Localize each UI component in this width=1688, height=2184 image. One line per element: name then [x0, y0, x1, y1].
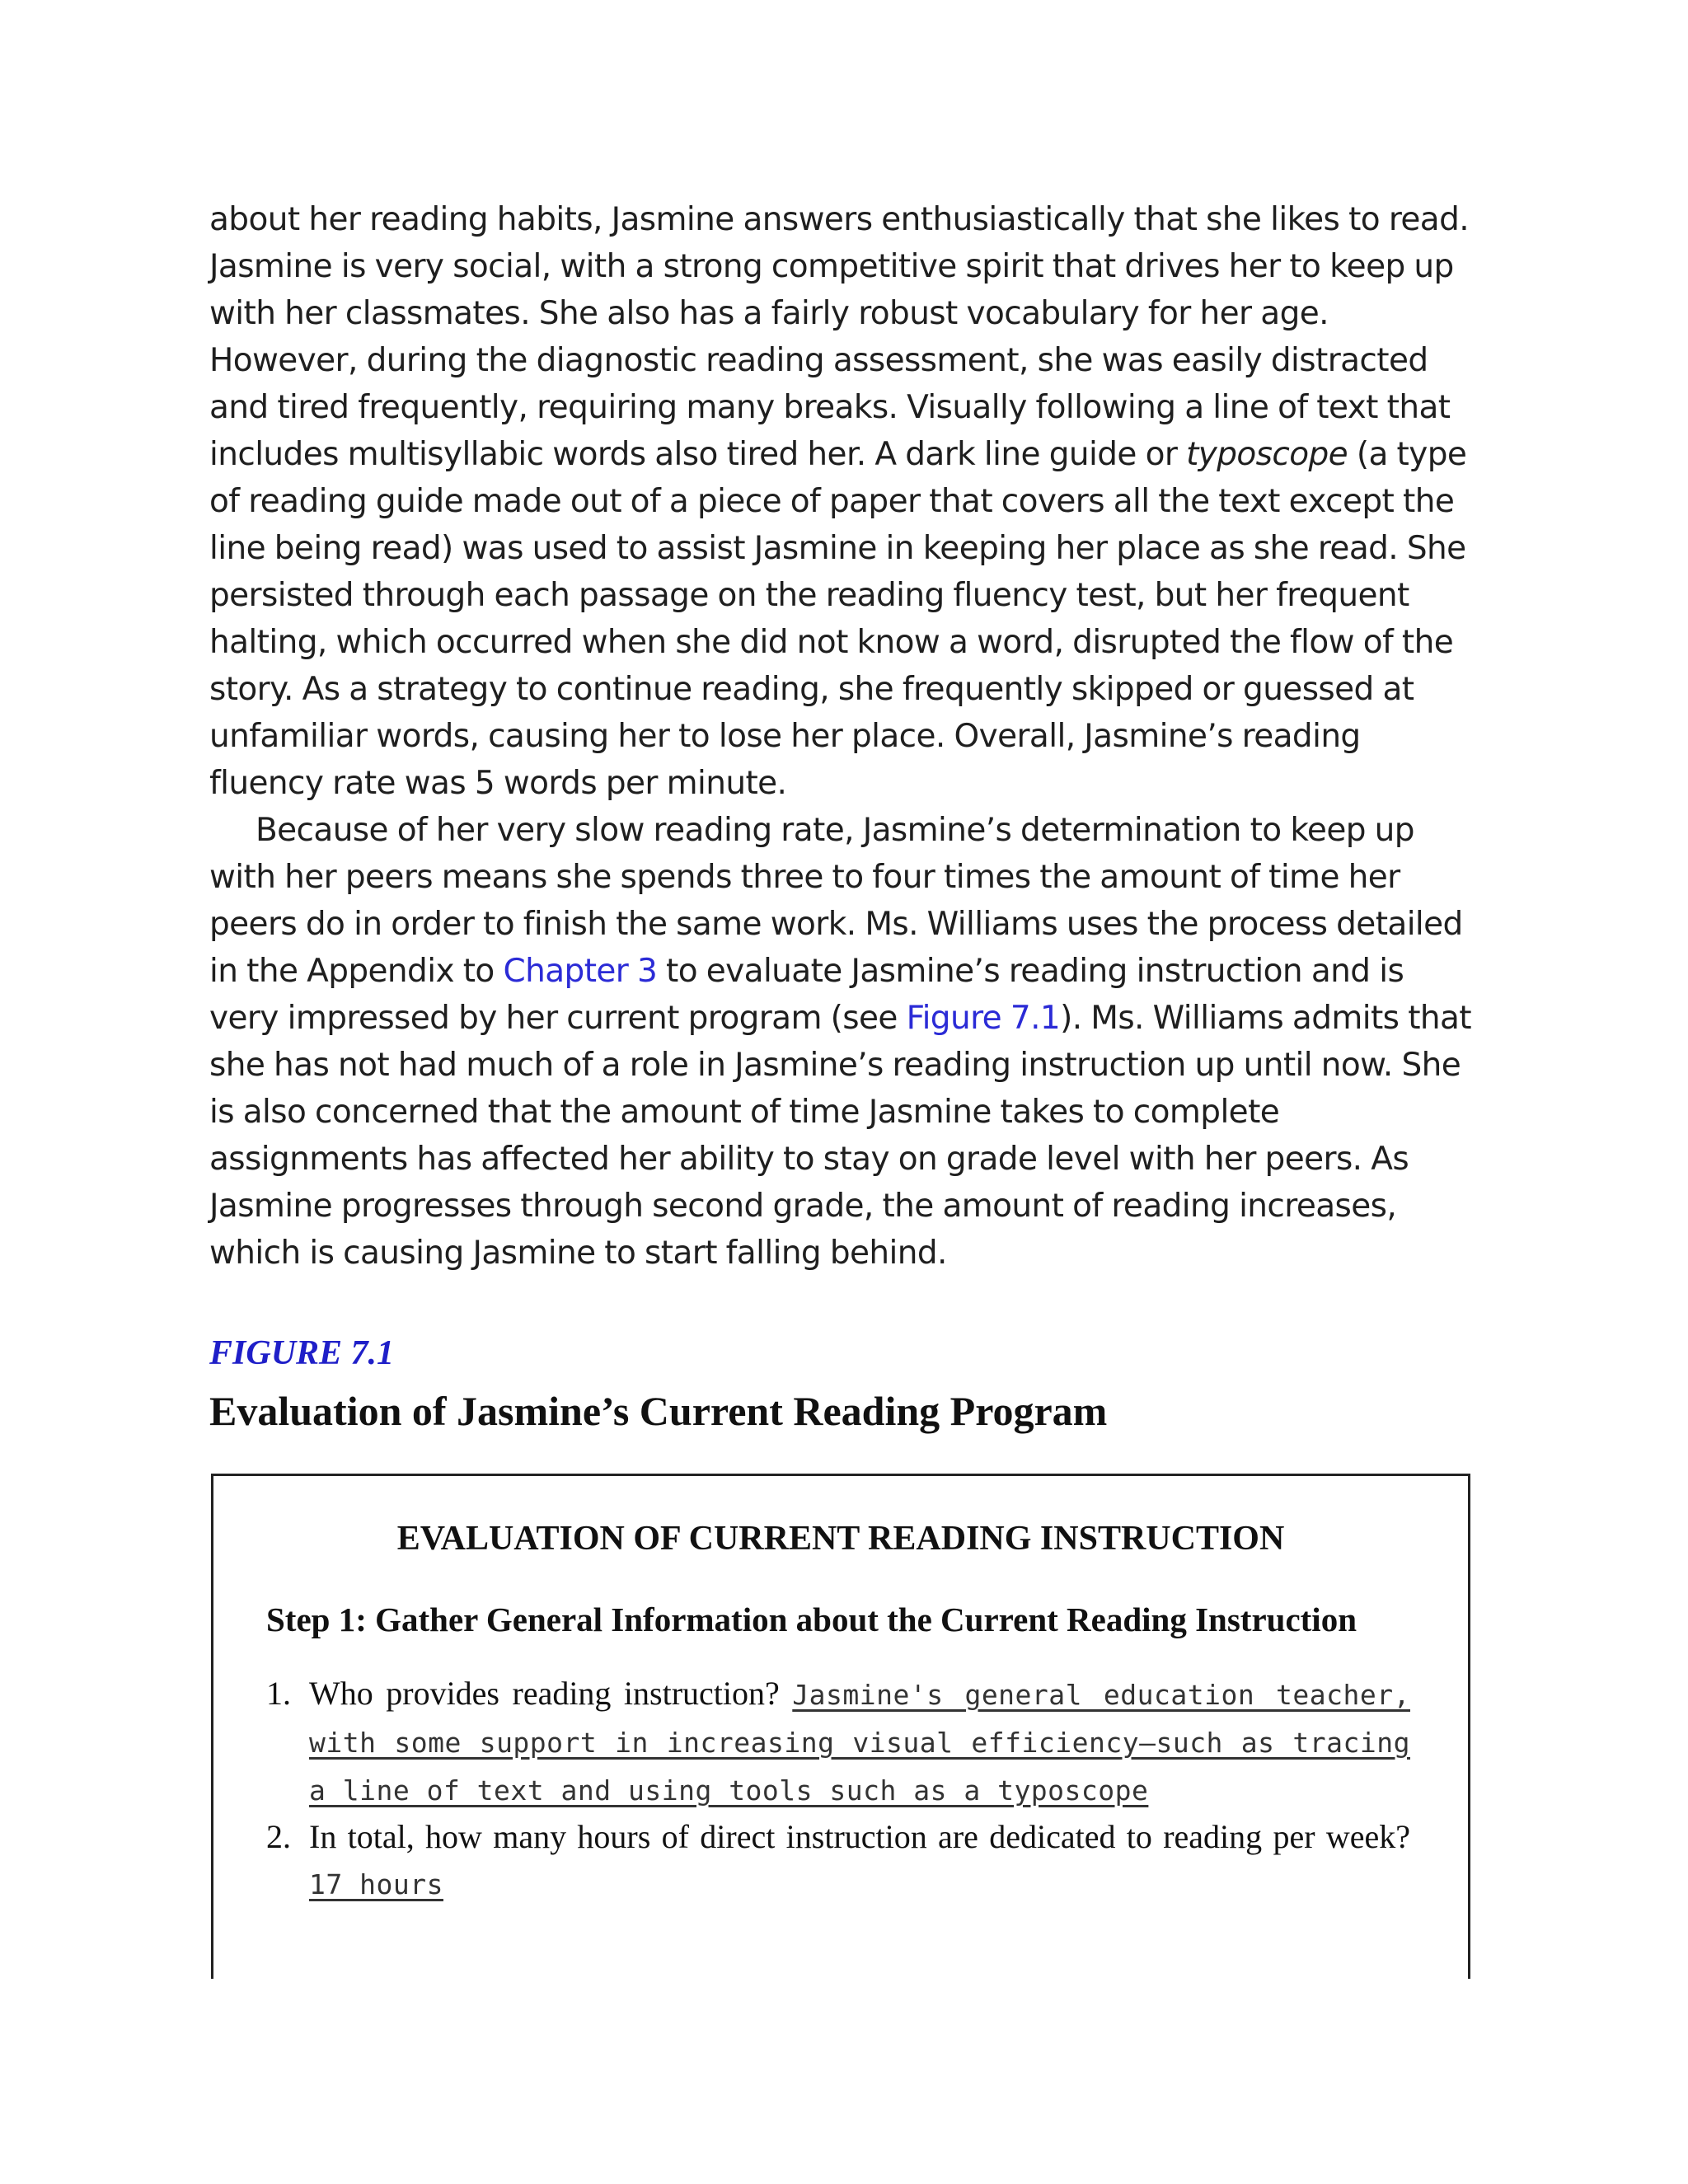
body-text — [209, 196, 1479, 1277]
question-item-2 — [266, 1814, 1410, 1908]
figure-title: Evaluation of Jasmine’s Current Reading Program — [209, 1388, 1108, 1434]
question-text: In total, how many hours of direct instruction are dedicated to reading per week? — [309, 1818, 1410, 1855]
figure-7-1-link[interactable]: Figure 7.1 — [906, 1000, 1061, 1037]
handwritten-answer: Jasmine's general education teacher, with some support in increasing visual efficiency—such as tracing a line of text and using tools such as a typoscope — [309, 1679, 1410, 1807]
paragraph-1-text-a: about her reading habits, Jasmine answers enthusiastically that she likes to read. Jasmine is very social, with a strong competitive spirit that drives her to keep up with her classmates. She also has a fairly robust vocabulary for her age. However, during the diagnostic reading assessment, she was easily distracted and tired frequently, requiring many breaks. Visually following a line of text that includes multisyllabic words also tired her. A dark line guide or — [209, 201, 1470, 473]
paragraph-1 — [209, 196, 1479, 807]
question-text: Who provides reading instruction? — [309, 1675, 793, 1712]
form-heading: EVALUATION OF CURRENT READING INSTRUCTION — [396, 1520, 1285, 1558]
typoscope-term: typoscope — [1186, 436, 1348, 473]
question-number: 2. — [266, 1818, 291, 1855]
chapter-3-link[interactable]: Chapter 3 — [503, 953, 658, 990]
paragraph-2-text-a: Because of her very slow reading rate, Jasmine’s determination to keep up with her peers means she spends three to four times the amount of time her peers do in order to finish the same work. Ms. Williams uses the process detailed in the Appendix to — [209, 812, 1463, 990]
evaluation-form-box — [211, 1474, 1470, 1979]
paragraph-2 — [209, 807, 1479, 1277]
paragraph-2-text-b: to evaluate Jasmine’s reading instruction and is very impressed by her current program (see — [209, 953, 1404, 1037]
step-1-heading: Step 1: Gather General Information about the Current Reading Instruction — [266, 1601, 1357, 1638]
paragraph-2-text-c: ). Ms. Williams admits that she has not had much of a role in Jasmine’s reading instruction up until now. She is also concerned that the amount of time Jasmine takes to complete assignments has affected her ability to stay on grade level with her peers. As Jasmine progresses through second grade, the amount of reading increases, which is causing Jasmine to start falling behind. — [209, 1000, 1471, 1272]
handwritten-answer: 17 hours — [309, 1868, 443, 1900]
paragraph-1-text-b: (a type of reading guide made out of a piece of paper that covers all the text except the line being read) was used to assist Jasmine in keeping her place as she read. She persisted through each passage on the reading fluency test, but her frequent halting, which occurred when she did not know a word, disrupted the flow of the story. As a strategy to continue reading, she frequently skipped or guessed at unfamiliar words, causing her to lose her place. Overall, Jasmine’s reading fluency rate was 5 words per minute. — [209, 436, 1467, 802]
question-list — [266, 1671, 1410, 1908]
question-number: 1. — [266, 1675, 291, 1712]
question-item-1 — [266, 1671, 1410, 1814]
figure-label: FIGURE 7.1 — [209, 1334, 395, 1372]
